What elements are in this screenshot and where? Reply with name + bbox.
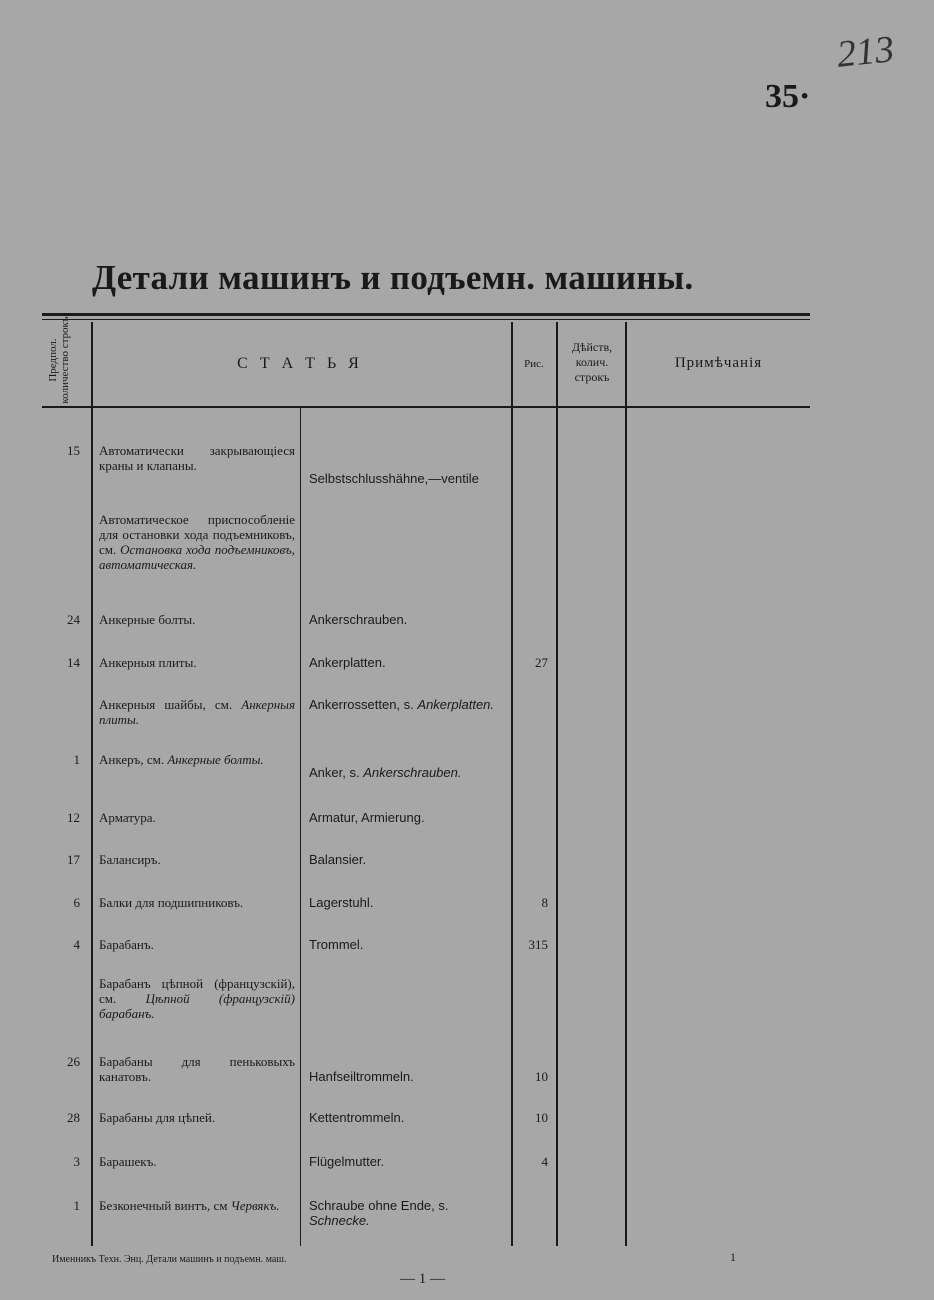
de-text: Balansier. [309, 852, 367, 867]
row-article-ru [99, 1054, 295, 1084]
header-actual: Дѣйств, колич. строкъ [571, 340, 613, 384]
row-article-ru [99, 1198, 295, 1213]
de-text: Ankerschrauben. [309, 612, 408, 627]
row-article-de [309, 765, 507, 780]
header-bottom-rule [42, 406, 810, 408]
column-divider [300, 408, 301, 1246]
ru-text: Балансиръ. [99, 852, 161, 867]
header-top-rule-thin [42, 319, 810, 320]
row-article-de [309, 697, 507, 712]
header-figure: Рис. [524, 358, 544, 370]
row-article-ru [99, 895, 295, 910]
ru-text: Арматура. [99, 810, 156, 825]
de-text: Armatur, Armierung. [309, 810, 425, 825]
page-number: 35· [765, 78, 811, 115]
de-text: Schraube ohne Ende, s. [309, 1198, 449, 1213]
ru-reference: Червякъ. [230, 1198, 280, 1213]
de-text: Hanfseiltrommeln. [309, 1069, 414, 1084]
row-article-ru [99, 937, 295, 952]
de-text: Ankerrossetten, s. [309, 697, 414, 712]
footer-page: — 1 — [400, 1271, 445, 1287]
ru-text: Автоматически закрывающіеся краны и клапаны. [99, 443, 295, 473]
ru-reference: Анкерные болты. [167, 752, 264, 767]
column-divider [511, 322, 513, 1246]
row-count: 26 [67, 1054, 80, 1069]
row-article-de [309, 937, 507, 952]
row-article-ru [99, 976, 295, 1021]
header-count: Предпол. количество строкъ [47, 316, 71, 404]
row-count: 17 [67, 852, 80, 867]
row-article-de [309, 612, 507, 627]
row-figure: 10 [535, 1110, 548, 1125]
row-article-de [309, 1154, 507, 1169]
de-text: Ankerplatten. [309, 655, 386, 670]
page-title: Детали машинъ и подъемн. машины. [92, 258, 694, 297]
row-count: 15 [67, 443, 80, 458]
handwritten-page-number: 213 [834, 28, 897, 76]
row-article-ru [99, 655, 295, 670]
row-count: 6 [73, 895, 80, 910]
row-count: 14 [67, 655, 80, 670]
de-text: Anker, s. [309, 765, 360, 780]
row-figure: 315 [528, 937, 548, 952]
row-article-de [309, 810, 507, 825]
column-divider [625, 322, 627, 1246]
header-article: С Т А Т Ь Я [237, 355, 363, 372]
ru-text: Балки для подшипниковъ. [99, 895, 244, 910]
row-count: 24 [67, 612, 80, 627]
de-text: Lagerstuhl. [309, 895, 374, 910]
row-figure: 8 [541, 895, 548, 910]
ru-text: Барабаны для пеньковыхъ канатовъ. [99, 1054, 295, 1084]
row-article-ru [99, 697, 295, 727]
row-article-de [309, 1110, 507, 1125]
de-text: Kettentrommeln. [309, 1110, 405, 1125]
row-count: 1 [73, 1198, 80, 1213]
row-article-de [309, 852, 507, 867]
ru-reference: Анкерныя плиты. [99, 697, 295, 727]
row-article-de [309, 655, 507, 670]
row-count: 1 [73, 752, 80, 767]
ru-text: Анкеръ, см. [99, 752, 165, 767]
row-figure: 27 [535, 655, 548, 670]
de-reference: Ankerplatten. [417, 697, 495, 712]
ru-text: Анкерные болты. [99, 612, 196, 627]
row-article-ru [99, 1154, 295, 1169]
de-text: Trommel. [309, 937, 364, 952]
row-article-ru [99, 752, 295, 767]
row-article-ru [99, 810, 295, 825]
row-article-de [309, 1198, 507, 1228]
de-text: Flügelmutter. [309, 1154, 385, 1169]
row-article-de [309, 1069, 507, 1084]
ru-text: Автоматическое приспособленіе для остановки хода подъемниковъ, см. [99, 512, 295, 557]
row-count: 3 [73, 1154, 80, 1169]
row-figure: 4 [541, 1154, 548, 1169]
row-article-ru [99, 1110, 295, 1125]
row-count: 28 [67, 1110, 80, 1125]
ru-text: Безконечный винтъ, см [99, 1198, 228, 1213]
header-top-rule [42, 313, 810, 316]
row-article-ru [99, 612, 295, 627]
row-article-de [309, 895, 507, 910]
row-article-ru [99, 852, 295, 867]
ru-text: Барабанъ цѣпной (французскій), см. [99, 976, 295, 1006]
ru-text: Барабанъ. [99, 937, 154, 952]
ru-reference: Цѣпной (французскій) барабанъ. [99, 991, 296, 1021]
footer-source: Именникъ Техн. Энц. Детали машинъ и подъемн. маш. [52, 1254, 287, 1265]
de-reference: Schnecke. [309, 1213, 370, 1228]
ru-text: Барашекъ. [99, 1154, 157, 1169]
ru-text: Анкерныя шайбы, см. [99, 697, 233, 712]
de-reference: Ankerschrauben. [363, 765, 462, 780]
row-article-ru [99, 512, 295, 572]
ru-text: Барабаны для цѣпей. [99, 1110, 216, 1125]
row-count: 4 [73, 937, 80, 952]
row-count: 12 [67, 810, 80, 825]
de-text: Selbstschlusshähne,—ventile [309, 471, 479, 486]
ru-text: Анкерныя плиты. [99, 655, 197, 670]
row-article-de [309, 471, 507, 486]
header-notes: Примѣчанія [674, 355, 763, 371]
column-divider [91, 322, 93, 1246]
row-figure: 10 [535, 1069, 548, 1084]
column-divider [556, 322, 558, 1246]
row-article-ru [99, 443, 295, 473]
ru-reference: Остановка хода подъемниковъ, автоматическая. [99, 542, 295, 572]
footer-sheet-number: 1 [730, 1250, 736, 1264]
